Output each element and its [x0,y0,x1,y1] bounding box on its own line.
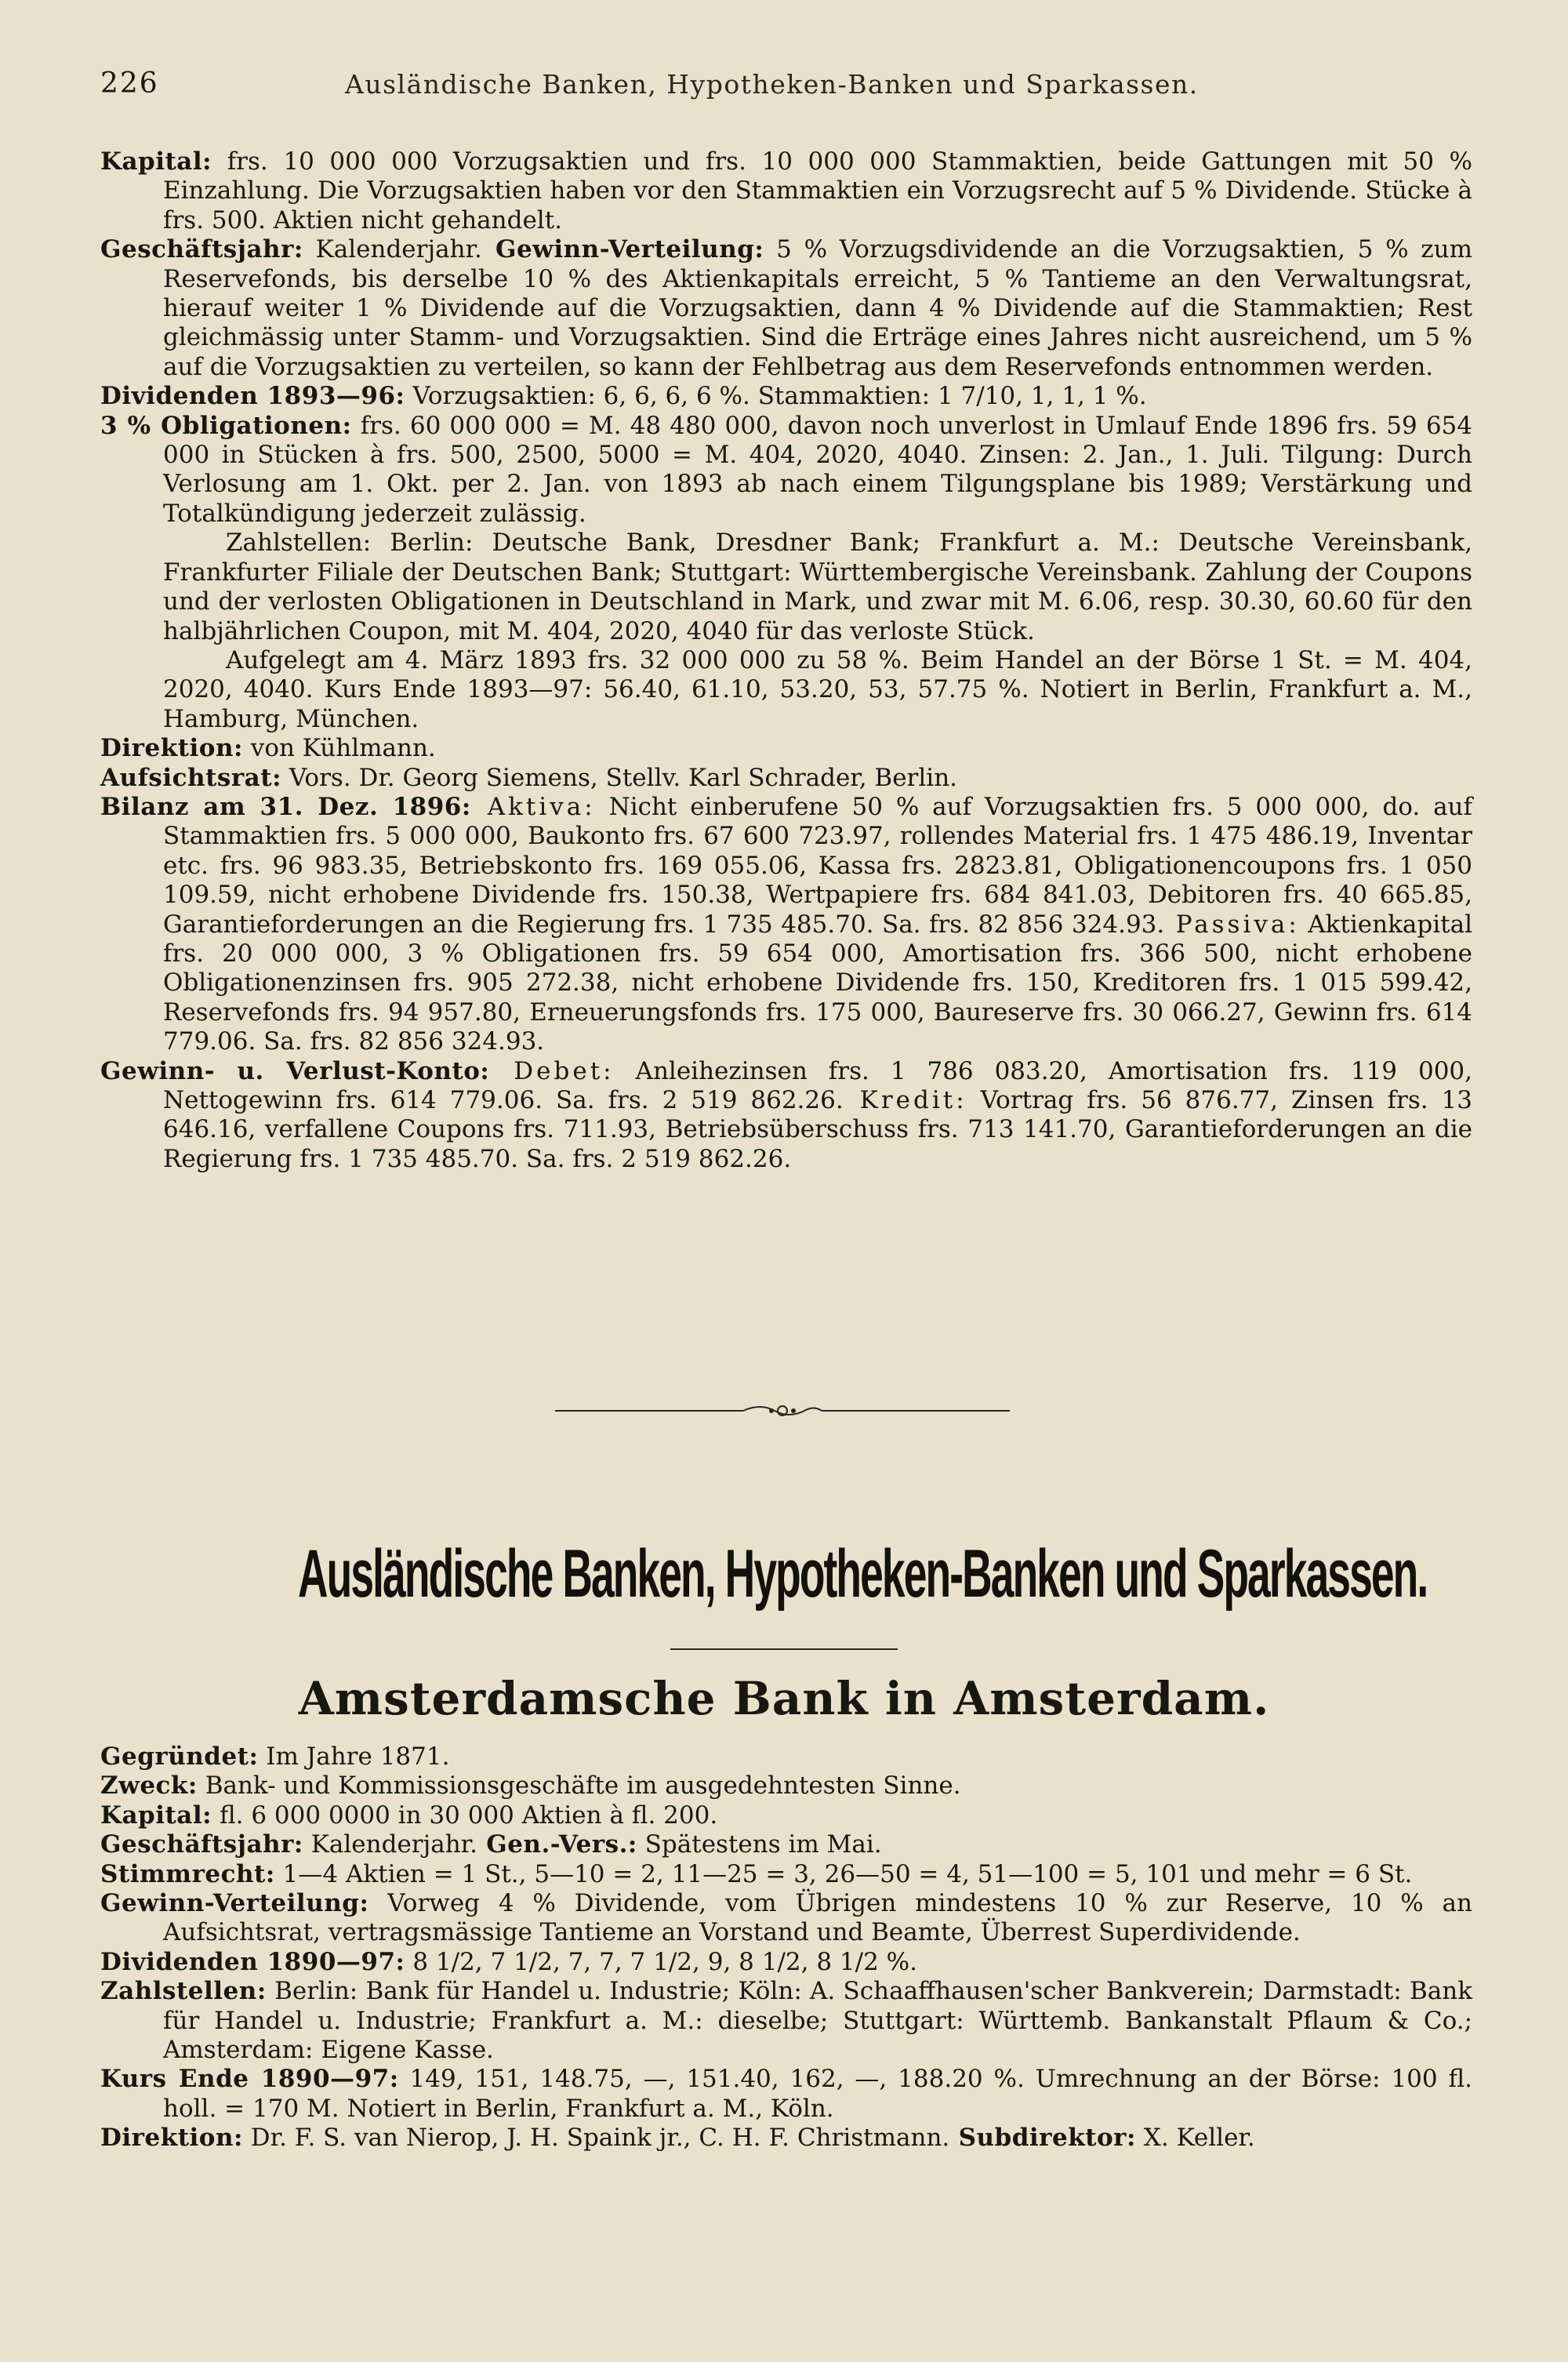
kapital-label: Kapital: [100,147,212,176]
direktion-paragraph [100,734,1472,763]
lower-entry-text [100,1742,1472,2153]
obligationen-label: 3 % Obligationen: [100,411,352,440]
direktion-label-lower: Direktion: [100,2124,243,2153]
upper-entry-text [100,147,1472,1174]
title-rule [670,1648,898,1650]
zweck-paragraph [100,1772,1472,1801]
geschaeftsjahr-label-lower: Geschäftsjahr: [100,1830,303,1859]
aufsichtsrat-text: Vors. Dr. Georg Siemens, Stellv. Karl Schrader, Berlin. [281,763,958,792]
guv-debet-text: Anleihezinsen frs. 1 786 083.20, Amortisation frs. 119 000, Nettogewinn frs. 614 779.06. Sa. frs. 2 519 862.26. [163,1056,1472,1114]
gewinnverteilung-label-lower: Gewinn-Verteilung: [100,1889,369,1918]
bilanz-passiva-text: Aktienkapital frs. 20 000 000, 3 % Obligationen frs. 59 654 000, Amortisation frs. 366 500, nicht erhobene Obligationenzinsen frs. 905 272.38, nicht erhobene Dividende frs. 150, Kreditoren frs. 1 015 599.42, Reservefonds frs. 94 957.80, Erneuerungsfonds frs. 175 000, Baureserve frs. 30 066.27, Gewinn frs. 614 779.06. Sa. frs. 82 856 324.93. [163,910,1472,1056]
stimmrecht-paragraph [100,1860,1472,1889]
direktion-paragraph-lower [100,2124,1472,2153]
gegruendet-text: Im Jahre 1871. [258,1742,450,1771]
kapital-text-lower: fl. 6 000 0000 in 30 000 Aktien à fl. 200. [212,1801,718,1830]
geschaeftsjahr-paragraph [100,235,1472,382]
kurs-label: Kurs Ende 1890—97: [100,2065,399,2094]
bilanz-label: Bilanz am 31. Dez. 1896: [100,792,471,821]
dividenden-paragraph [100,382,1472,411]
page-number: 226 [100,67,159,100]
gegruendet-paragraph [100,1742,1472,1772]
guv-debet-label: Debet: [489,1056,615,1085]
dividenden-text-lower: 8 1/2, 7 1/2, 7, 7, 7 1/2, 9, 8 1/2, 8 1/2 %. [405,1947,917,1976]
guv-paragraph [100,1057,1472,1175]
bank-title: Amsterdamsche Bank in Amsterdam. [298,1672,1270,1725]
gewinnverteilung-label: Gewinn-Verteilung: [481,235,764,264]
genvers-text: Spätestens im Mai. [637,1830,882,1859]
geschaeftsjahr-text-lower: Kalenderjahr. [303,1830,477,1859]
subdirektor-text: X. Keller. [1135,2124,1255,2153]
section-title: Ausländische Banken, Hypotheken-Banken und Sparkassen. [298,1536,1428,1612]
stimmrecht-text: 1—4 Aktien = 1 St., 5—10 = 2, 11—25 = 3, 26—50 = 4, 51—100 = 5, 101 und mehr = 6 St. [274,1859,1413,1888]
obligationen-text: frs. 60 000 000 = M. 48 480 000, davon noch unverlost in Umlauf Ende 1896 frs. 59 654 000 in Stücken à frs. 500, 2500, 5000 = M. 404, 2020, 4040. Zinsen: 2. Jan., 1. Juli. Tilgung: Durch Verlosung am 1. Okt. per 2. Jan. von 1893 ab nach einem Tilgungsplane bis 1989; Verstärkung und Totalkündigung jederzeit zulässig. [163,411,1472,528]
aufsichtsrat-label: Aufsichtsrat: [100,763,282,792]
obligationen-paragraph [100,412,1472,529]
bilanz-paragraph [100,793,1472,1057]
aufgelegt-paragraph: Aufgelegt am 4. März 1893 frs. 32 000 000 zu 58 %. Beim Handel an der Börse 1 St. = M. 404, 2020, 4040. Kurs Ende 1893—97: 56.40, 61.10, 53.20, 53, 57.75 %. Notiert in Berlin, Frankfurt a. M., Hamburg, München. [163,645,1472,733]
guv-kredit-label: Kredit: [843,1086,967,1114]
genvers-label: Gen.-Vers.: [477,1830,637,1859]
kapital-text: frs. 10 000 000 Vorzugsaktien und frs. 10 000 000 Stammaktien, beide Gattungen mit 50 % Einzahlung. Die Vorzugsaktien haben vor den Stammaktien ein Vorzugsrecht auf 5 % Dividende. Stücke à frs. 500. Aktien nicht gehandelt. [163,147,1472,234]
dividenden-text: Vorzugsaktien: 6, 6, 6, 6 %. Stammaktien: 1 7/10, 1, 1, 1 %. [405,382,1147,411]
guv-kredit-text: Vortrag frs. 56 876.77, Zinsen frs. 13 646.16, verfallene Coupons frs. 711.93, Betriebsüberschuss frs. 713 141.70, Garantieforderungen an die Regierung frs. 1 735 485.70. Sa. frs. 2 519 862.26. [163,1086,1473,1173]
direktion-text: von Kühlmann. [242,734,436,763]
zahlstellen-label-lower: Zahlstellen: [100,1977,267,2006]
dividenden-label-lower: Dividenden 1890—97: [100,1947,405,1976]
dividenden-label: Dividenden 1893—96: [100,382,405,411]
running-title: Ausländische Banken, Hypotheken-Banken und Sparkassen. [345,69,1199,100]
geschaeftsjahr-label: Geschäftsjahr: [100,235,303,264]
gewinnverteilung-text: 5 % Vorzugsdividende an die Vorzugsaktien, 5 % zum Reservefonds, bis derselbe 10 % des Aktienkapitals erreicht, 5 % Tantieme an den Verwaltungsrat, hierauf weiter 1 % Dividende auf die Vorzugsaktien, dann 4 % Dividende auf die Stammaktien; Rest gleichmässig unter Stamm- und Vorzugsaktien. Sind die Erträge eines Jahres nicht ausreichend, um 5 % auf die Vorzugsaktien zu verteilen, so kann der Fehlbetrag aus dem Reservefonds entnommen werden. [163,235,1473,381]
kurs-paragraph [100,2065,1472,2124]
gewinnverteilung-text-lower: Vorweg 4 % Dividende, vom Übrigen mindestens 10 % zur Reserve, 10 % an Aufsichtsrat, vertragsmässige Tantieme an Vorstand und Beamte, Überrest Superdividende. [163,1889,1472,1947]
zahlstellen-paragraph: Zahlstellen: Berlin: Deutsche Bank, Dresdner Bank; Frankfurt a. M.: Deutsche Vereinsbank, Frankfurter Filiale der Deutschen Bank; Stuttgart: Württembergische Vereinsbank. Zahlung der Coupons und der verlosten Obligationen in Deutschland in Mark, und zwar mit M. 6.06, resp. 30.30, 60.60 für den halbjährlichen Coupon, mit M. 404, 2020, 4040 für das verloste Stück. [163,529,1472,645]
zweck-label: Zweck: [100,1772,198,1801]
kurs-text: 149, 151, 148.75, —, 151.40, 162, —, 188.20 %. Umrechnung an der Börse: 100 fl. holl. = 170 M. Notiert in Berlin, Frankfurt a. M., Köln. [163,2065,1473,2123]
guv-label: Gewinn- u. Verlust-Konto: [100,1056,490,1085]
bilanz-aktiva-text: Nicht einberufene 50 % auf Vorzugsaktien frs. 5 000 000, do. auf Stammaktien frs. 5 000 000, Baukonto frs. 67 600 723.97, rollendes Material frs. 1 475 486.19, Inventar etc. frs. 96 983.35, Betriebskonto frs. 169 055.06, Kassa frs. 2823.81, Obligationencoupons frs. 1 050 109.59, nicht erhobene Dividende frs. 150.38, Wertpapiere frs. 684 841.03, Debitoren frs. 40 665.85, Garantieforderungen an die Regierung frs. 1 735 485.70. Sa. frs. 82 856 324.93. [163,792,1472,939]
bilanz-passiva-label: Passiva: [1164,910,1300,939]
zahlstellen-paragraph-lower [100,1977,1472,2065]
stimmrecht-label: Stimmrecht: [100,1859,275,1888]
section-divider-ornament [555,1399,1010,1423]
kapital-paragraph-lower [100,1801,1472,1830]
zweck-text: Bank- und Kommissionsgeschäfte im ausgedehntesten Sinne. [197,1772,961,1801]
direktion-label: Direktion: [100,734,243,763]
zahlstellen-text-lower: Berlin: Bank für Handel u. Industrie; Köln: A. Schaaffhausen'scher Bankverein; Darmstadt: Bank für Handel u. Industrie; Frankfurt a. M.: dieselbe; Stuttgart: Württemb. Bankanstalt Pflaum & Co.; Amsterdam: Eigene Kasse. [163,1977,1472,2065]
kapital-paragraph [100,147,1472,235]
aufsichtsrat-paragraph [100,764,1472,793]
running-head [0,63,1568,110]
bilanz-aktiva-label: Aktiva: [470,792,596,821]
dividenden-paragraph-lower [100,1948,1472,1977]
subdirektor-label: Subdirektor: [949,2124,1136,2153]
kapital-label-lower: Kapital: [100,1801,212,1830]
gegruendet-label: Gegründet: [100,1742,259,1771]
gewinnverteilung-paragraph-lower [100,1889,1472,1948]
geschaeftsjahr-paragraph-lower [100,1830,1472,1859]
direktion-text-lower: Dr. F. S. van Nierop, J. H. Spaink jr., C. H. F. Christmann. [242,2124,950,2153]
geschaeftsjahr-text: Kalenderjahr. [303,235,482,264]
